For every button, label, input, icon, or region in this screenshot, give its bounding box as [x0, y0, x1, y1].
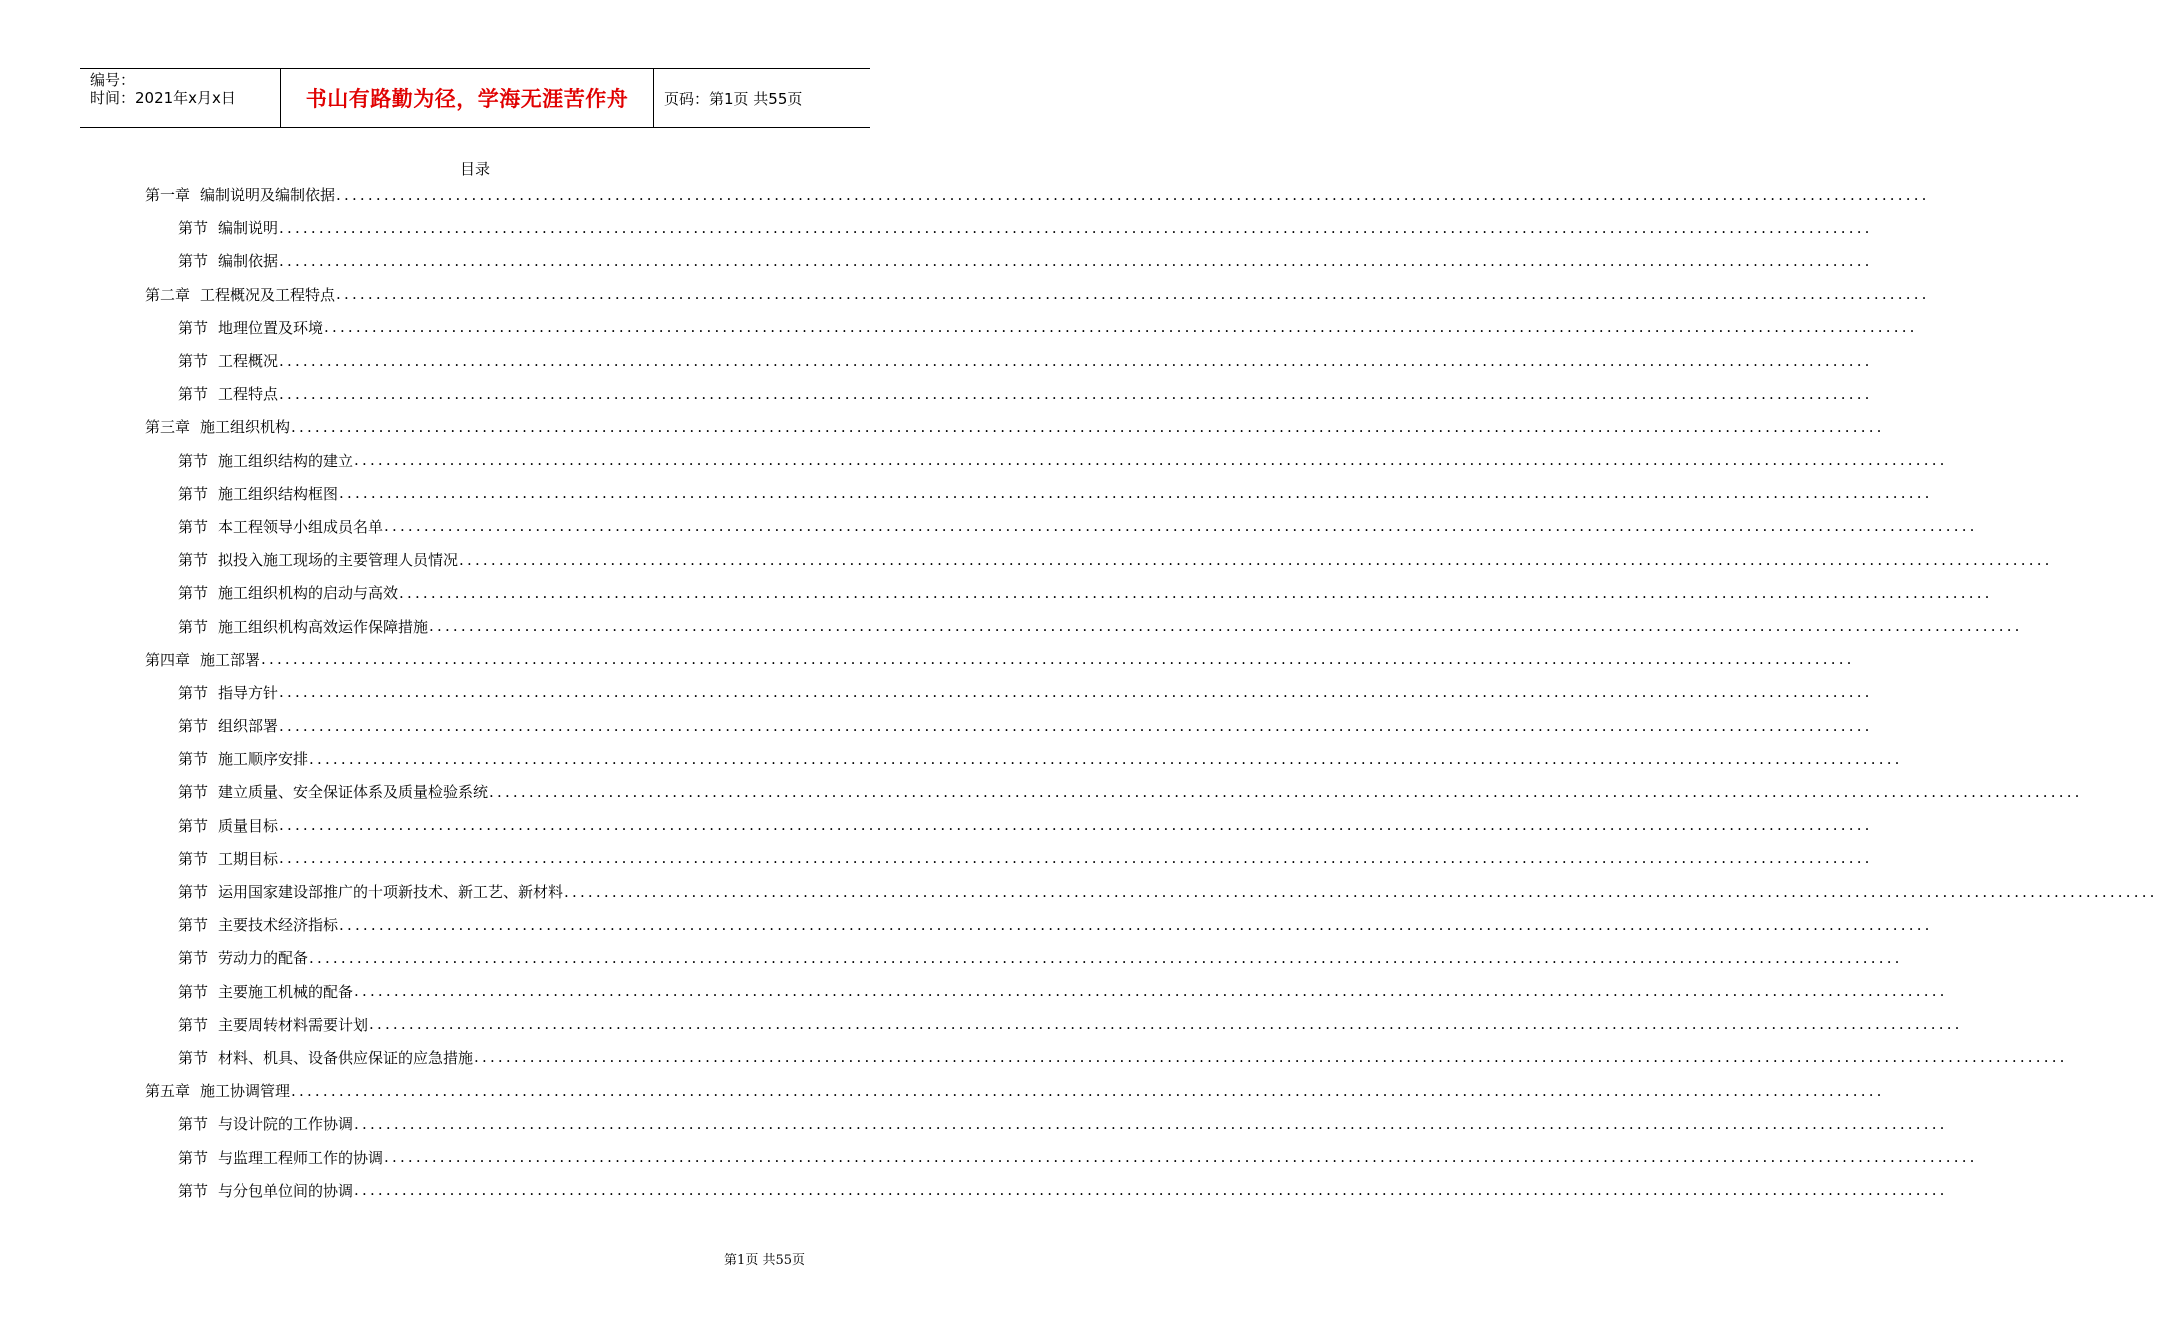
toc-section-entry[interactable]: [145, 941, 1903, 974]
toc-entry-label: [178, 947, 308, 968]
toc-leader-dots: ........................................................................................................................................................................................................: [354, 1181, 1948, 1200]
toc-entry-text: 施工组织机构: [200, 418, 291, 437]
toc-chapter-entry[interactable]: [145, 410, 1885, 443]
toc-leader-dots: ........................................................................................................................................................................................................: [279, 849, 1873, 868]
toc-leader-dots: ........................................................................................................................................................................................................: [261, 650, 1855, 669]
toc-entry-prefix: 第节: [178, 484, 209, 503]
toc-section-entry[interactable]: [145, 510, 1978, 543]
toc-section-entry[interactable]: [145, 742, 1903, 775]
toc-entry-label: [178, 582, 398, 603]
toc-section-entry[interactable]: [145, 311, 1918, 344]
toc-section-entry[interactable]: [145, 1140, 1978, 1173]
toc-entry-prefix: 第节: [178, 949, 209, 968]
toc-section-entry[interactable]: [145, 576, 1993, 609]
toc-entry-text: 主要技术经济指标: [218, 916, 339, 935]
toc-section-entry[interactable]: [145, 211, 1873, 244]
toc-leader-dots: ........................................................................................................................................................................................................: [474, 1048, 2068, 1067]
toc-section-entry[interactable]: [145, 609, 2023, 642]
toc-entry-label: [178, 516, 383, 537]
toc-entry-label: [178, 483, 338, 504]
toc-leader-dots: ........................................................................................................................................................................................................: [369, 1015, 1963, 1034]
toc-entry-text: 运用国家建设部推广的十项新技术、新工艺、新材料: [218, 883, 564, 902]
toc-entry-prefix: 第节: [178, 1148, 209, 1167]
toc-entry-label: [178, 383, 278, 404]
toc-entry-text: 施工组织机构高效运作保障措施: [218, 617, 429, 636]
toc-title: 目录: [459, 160, 490, 178]
toc-entry-text: 编制依据: [218, 252, 279, 271]
toc-entry-label: [178, 549, 458, 570]
toc-entry-prefix: 第节: [178, 849, 209, 868]
toc-entry-prefix: 第节: [178, 982, 209, 1001]
toc-entry-text: 材料、机具、设备供应保证的应急措施: [218, 1048, 474, 1067]
toc-entry-text: 工期目标: [218, 849, 279, 868]
toc-entry-prefix: 第节: [178, 1181, 209, 1200]
toc-entry-text: 主要周转材料需要计划: [218, 1015, 369, 1034]
toc-entry-text: 劳动力的配备: [218, 949, 309, 968]
toc-leader-dots: ........................................................................................................................................................................................................: [354, 1114, 1948, 1133]
toc-section-entry[interactable]: [145, 1174, 1948, 1207]
toc-section-entry[interactable]: [145, 344, 1873, 377]
toc-section-entry[interactable]: [145, 809, 1873, 842]
toc-entry-text: 工程概况及工程特点: [200, 285, 336, 304]
toc-entry-label: [178, 1047, 473, 1068]
toc-entry-label: [178, 217, 278, 238]
toc-section-entry[interactable]: [145, 975, 1948, 1008]
toc-entry-text: 主要施工机械的配备: [218, 982, 354, 1001]
toc-entry-label: [178, 682, 278, 703]
toc-entry-prefix: 第节: [178, 219, 209, 238]
toc-section-entry[interactable]: [145, 377, 1873, 410]
toc-entry-label: [178, 748, 308, 769]
toc-entry-prefix: 第节: [178, 816, 209, 835]
toc-entry-prefix: 第节: [178, 517, 209, 536]
toc-entry-prefix: 第节: [178, 385, 209, 404]
toc-entry-prefix: 第节: [178, 352, 209, 371]
toc-leader-dots: ........................................................................................................................................................................................................: [336, 285, 1930, 304]
table-of-contents: [145, 178, 2158, 1207]
toc-entry-label: [178, 616, 428, 637]
toc-entry-label: [145, 649, 260, 670]
toc-leader-dots: ........................................................................................................................................................................................................: [354, 982, 1948, 1001]
toc-entry-prefix: 第一章: [145, 186, 191, 205]
toc-leader-dots: ........................................................................................................................................................................................................: [279, 716, 1873, 735]
document-number-label: 编号：: [90, 71, 136, 89]
toc-entry-label: [178, 881, 563, 902]
toc-entry-text: 与监理工程师工作的协调: [218, 1148, 384, 1167]
toc-entry-text: 组织部署: [218, 717, 279, 736]
toc-entry-text: 施工组织机构的启动与高效: [218, 584, 399, 603]
toc-entry-text: 工程特点: [218, 385, 279, 404]
toc-entry-label: [145, 284, 335, 305]
toc-leader-dots: ........................................................................................................................................................................................................: [384, 1148, 1978, 1167]
toc-entry-label: [178, 781, 488, 802]
toc-leader-dots: ........................................................................................................................................................................................................: [336, 185, 1930, 204]
toc-leader-dots: ........................................................................................................................................................................................................: [291, 417, 1885, 436]
footer-page-number: 第1页 共55页: [724, 1253, 805, 1268]
toc-leader-dots: ........................................................................................................................................................................................................: [279, 218, 1873, 237]
toc-entry-prefix: 第节: [178, 783, 209, 802]
toc-entry-text: 施工组织结构框图: [218, 484, 339, 503]
toc-entry-text: 施工部署: [200, 650, 261, 669]
toc-entry-prefix: 第节: [178, 1048, 209, 1067]
toc-leader-dots: ........................................................................................................................................................................................................: [309, 948, 1903, 967]
toc-entry-text: 与分包单位间的协调: [218, 1181, 354, 1200]
toc-section-entry[interactable]: [145, 244, 1873, 277]
toc-leader-dots: ........................................................................................................................................................................................................: [291, 1081, 1885, 1100]
toc-entry-label: [178, 848, 278, 869]
toc-leader-dots: ........................................................................................................................................................................................................: [339, 915, 1933, 934]
toc-entry-text: 施工顺序安排: [218, 750, 309, 769]
toc-section-entry[interactable]: [145, 676, 1873, 709]
toc-entry-text: 建立质量、安全保证体系及质量检验系统: [218, 783, 489, 802]
toc-entry-label: [178, 815, 278, 836]
toc-leader-dots: ........................................................................................................................................................................................................: [279, 384, 1873, 403]
toc-entry-prefix: 第节: [178, 916, 209, 935]
toc-entry-label: [178, 914, 338, 935]
toc-chapter-entry[interactable]: [145, 178, 1930, 211]
toc-entry-prefix: 第节: [178, 584, 209, 603]
toc-section-entry[interactable]: [145, 1107, 1948, 1140]
toc-leader-dots: ........................................................................................................................................................................................................: [279, 683, 1873, 702]
header-meta: [80, 69, 281, 127]
toc-entry-label: [178, 317, 323, 338]
toc-entry-prefix: 第三章: [145, 418, 191, 437]
toc-entry-text: 本工程领导小组成员名单: [218, 517, 384, 536]
toc-entry-prefix: 第节: [178, 883, 209, 902]
toc-entry-prefix: 第节: [178, 683, 209, 702]
toc-section-entry[interactable]: [145, 709, 1873, 742]
toc-entry-label: [178, 1113, 353, 1134]
toc-chapter-entry[interactable]: [145, 278, 1930, 311]
document-date: 时间：2021年x月x日: [90, 89, 236, 107]
toc-section-entry[interactable]: [145, 444, 1948, 477]
toc-entry-prefix: 第节: [178, 750, 209, 769]
toc-entry-text: 质量目标: [218, 816, 279, 835]
toc-leader-dots: ........................................................................................................................................................................................................: [339, 484, 1933, 503]
document-header: [80, 68, 870, 128]
toc-entry-label: [178, 1180, 353, 1201]
toc-entry-label: [178, 350, 278, 371]
toc-leader-dots: ........................................................................................................................................................................................................: [279, 816, 1873, 835]
toc-entry-prefix: 第节: [178, 617, 209, 636]
toc-entry-text: 地理位置及环境: [218, 318, 324, 337]
toc-entry-prefix: 第节: [178, 1115, 209, 1134]
toc-section-entry[interactable]: [145, 908, 1933, 941]
toc-leader-dots: ........................................................................................................................................................................................................: [429, 617, 2023, 636]
toc-entry-text: 编制说明及编制依据: [200, 186, 336, 205]
toc-section-entry[interactable]: [145, 875, 2158, 908]
toc-entry-label: [178, 1014, 368, 1035]
toc-entry-text: 与设计院的工作协调: [218, 1115, 354, 1134]
toc-section-entry[interactable]: [145, 1041, 2068, 1074]
toc-entry-text: 工程概况: [218, 352, 279, 371]
toc-entry-prefix: 第节: [178, 318, 209, 337]
toc-entry-label: [178, 450, 353, 471]
toc-entry-label: [178, 715, 278, 736]
toc-entry-prefix: 第节: [178, 717, 209, 736]
toc-leader-dots: ........................................................................................................................................................................................................: [384, 517, 1978, 536]
toc-entry-label: [145, 1080, 290, 1101]
toc-entry-label: [178, 1147, 383, 1168]
toc-entry-prefix: 第四章: [145, 650, 191, 669]
toc-section-entry[interactable]: [145, 775, 2083, 808]
toc-entry-prefix: 第五章: [145, 1082, 191, 1101]
toc-entry-text: 指导方针: [218, 683, 279, 702]
toc-leader-dots: ........................................................................................................................................................................................................: [399, 583, 1993, 602]
toc-chapter-entry[interactable]: [145, 643, 1855, 676]
toc-chapter-entry[interactable]: [145, 1074, 1885, 1107]
toc-section-entry[interactable]: [145, 477, 1933, 510]
toc-section-entry[interactable]: [145, 543, 2053, 576]
toc-leader-dots: ........................................................................................................................................................................................................: [324, 318, 1918, 337]
toc-entry-prefix: 第二章: [145, 285, 191, 304]
toc-entry-text: 施工协调管理: [200, 1082, 291, 1101]
toc-entry-text: 编制说明: [218, 219, 279, 238]
toc-entry-label: [178, 250, 278, 271]
header-page-number: 页码：第1页 共55页: [664, 89, 803, 108]
toc-entry-prefix: 第节: [178, 1015, 209, 1034]
toc-leader-dots: ........................................................................................................................................................................................................: [564, 882, 2158, 901]
toc-leader-dots: ........................................................................................................................................................................................................: [489, 782, 2083, 801]
toc-entry-prefix: 第节: [178, 551, 209, 570]
toc-leader-dots: ........................................................................................................................................................................................................: [279, 251, 1873, 270]
toc-leader-dots: ........................................................................................................................................................................................................: [354, 451, 1948, 470]
toc-entry-prefix: 第节: [178, 252, 209, 271]
toc-entry-label: [145, 416, 290, 437]
toc-leader-dots: ........................................................................................................................................................................................................: [279, 351, 1873, 370]
toc-entry-label: [178, 981, 353, 1002]
toc-section-entry[interactable]: [145, 842, 1873, 875]
toc-leader-dots: ........................................................................................................................................................................................................: [459, 550, 2053, 569]
toc-entry-text: 施工组织结构的建立: [218, 451, 354, 470]
toc-section-entry[interactable]: [145, 1008, 1963, 1041]
toc-entry-label: [145, 184, 335, 205]
toc-leader-dots: ........................................................................................................................................................................................................: [309, 749, 1903, 768]
toc-entry-text: 拟投入施工现场的主要管理人员情况: [218, 551, 459, 570]
header-motto: 书山有路勤为径，学海无涯苦作舟: [281, 69, 654, 127]
toc-entry-prefix: 第节: [178, 451, 209, 470]
